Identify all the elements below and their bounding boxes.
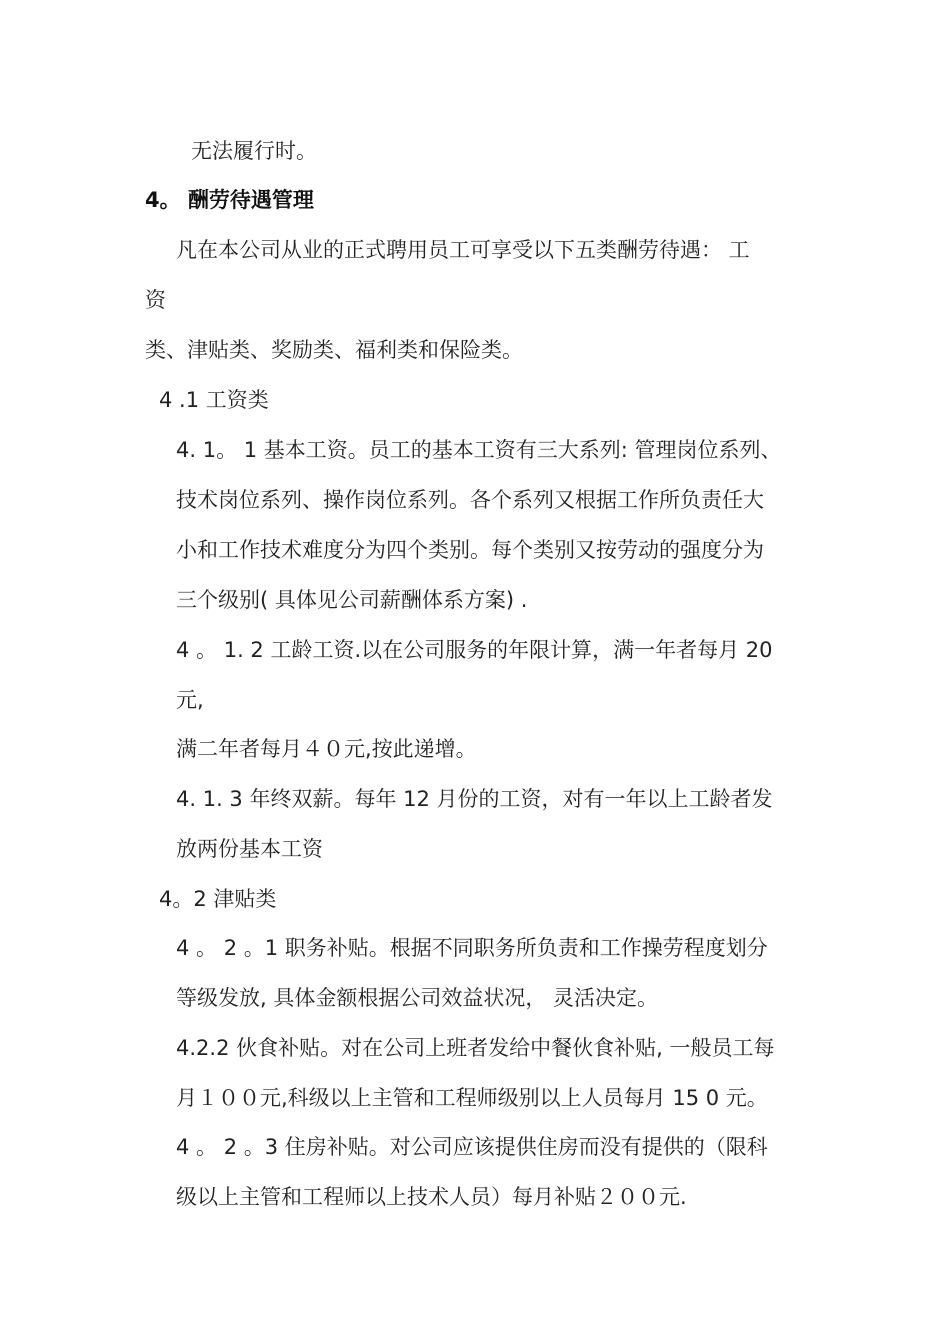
text-line-14: 4. 1. 3 年终双薪。每年 12 月份的工资，对有一年以上工龄者发 [176, 787, 773, 811]
text-line-17: 4 。 2 。1 职务补贴。根据不同职务所负责和工作操劳程度划分 [176, 936, 768, 960]
text-line-9: 小和工作技术难度分为四个类别。每个类别又按劳动的强度分为 [176, 538, 764, 562]
text-line-13: 满二年者每月４０元,按此递增。 [176, 737, 477, 761]
text-line-21: 4 。 2 。3 住房补贴。对公司应该提供住房而没有提供的（限科 [176, 1135, 768, 1159]
text-line-8: 技术岗位系列、操作岗位系列。各个系列又根据工作所负责任大 [176, 488, 764, 512]
text-line-5: 类、津贴类、奖励类、福利类和保险类。 [145, 338, 523, 362]
subsection-heading-4-2: 4。2 津贴类 [159, 887, 277, 911]
text-line-19: 4.2.2 伙食补贴。对在公司上班者发给中餐伙食补贴, 一般员工每 [176, 1036, 775, 1060]
text-line-20: 月１００元,科级以上主管和工程师级别以上人员每月 15 0 元。 [176, 1086, 768, 1110]
text-line-10: 三个级别( 具体见公司薪酬体系方案) . [176, 588, 528, 612]
text-line-12: 元, [176, 688, 204, 712]
text-line-18: 等级发放, 具体金额根据公司效益状况， 灵活决定。 [176, 986, 659, 1010]
subsection-heading-4-1: 4 .1 工资类 [159, 388, 269, 412]
text-line-3: 凡在本公司从业的正式聘用员工可享受以下五类酬劳待遇： 工 [176, 238, 750, 262]
text-line-4: 资 [145, 288, 166, 312]
text-line-1: 无法履行时。 [191, 139, 317, 163]
section-heading-4: 4。 酬劳待遇管理 [145, 188, 314, 212]
text-line-7: 4. 1。 1 基本工资。员工的基本工资有三大系列: 管理岗位系列、 [176, 438, 782, 462]
text-line-15: 放两份基本工资 [176, 837, 323, 861]
text-line-11: 4 。 1. 2 工龄工资.以在公司服务的年限计算，满一年者每月 20 [176, 638, 773, 662]
text-line-22: 级以上主管和工程师以上技术人员）每月补贴２００元. [176, 1185, 687, 1209]
